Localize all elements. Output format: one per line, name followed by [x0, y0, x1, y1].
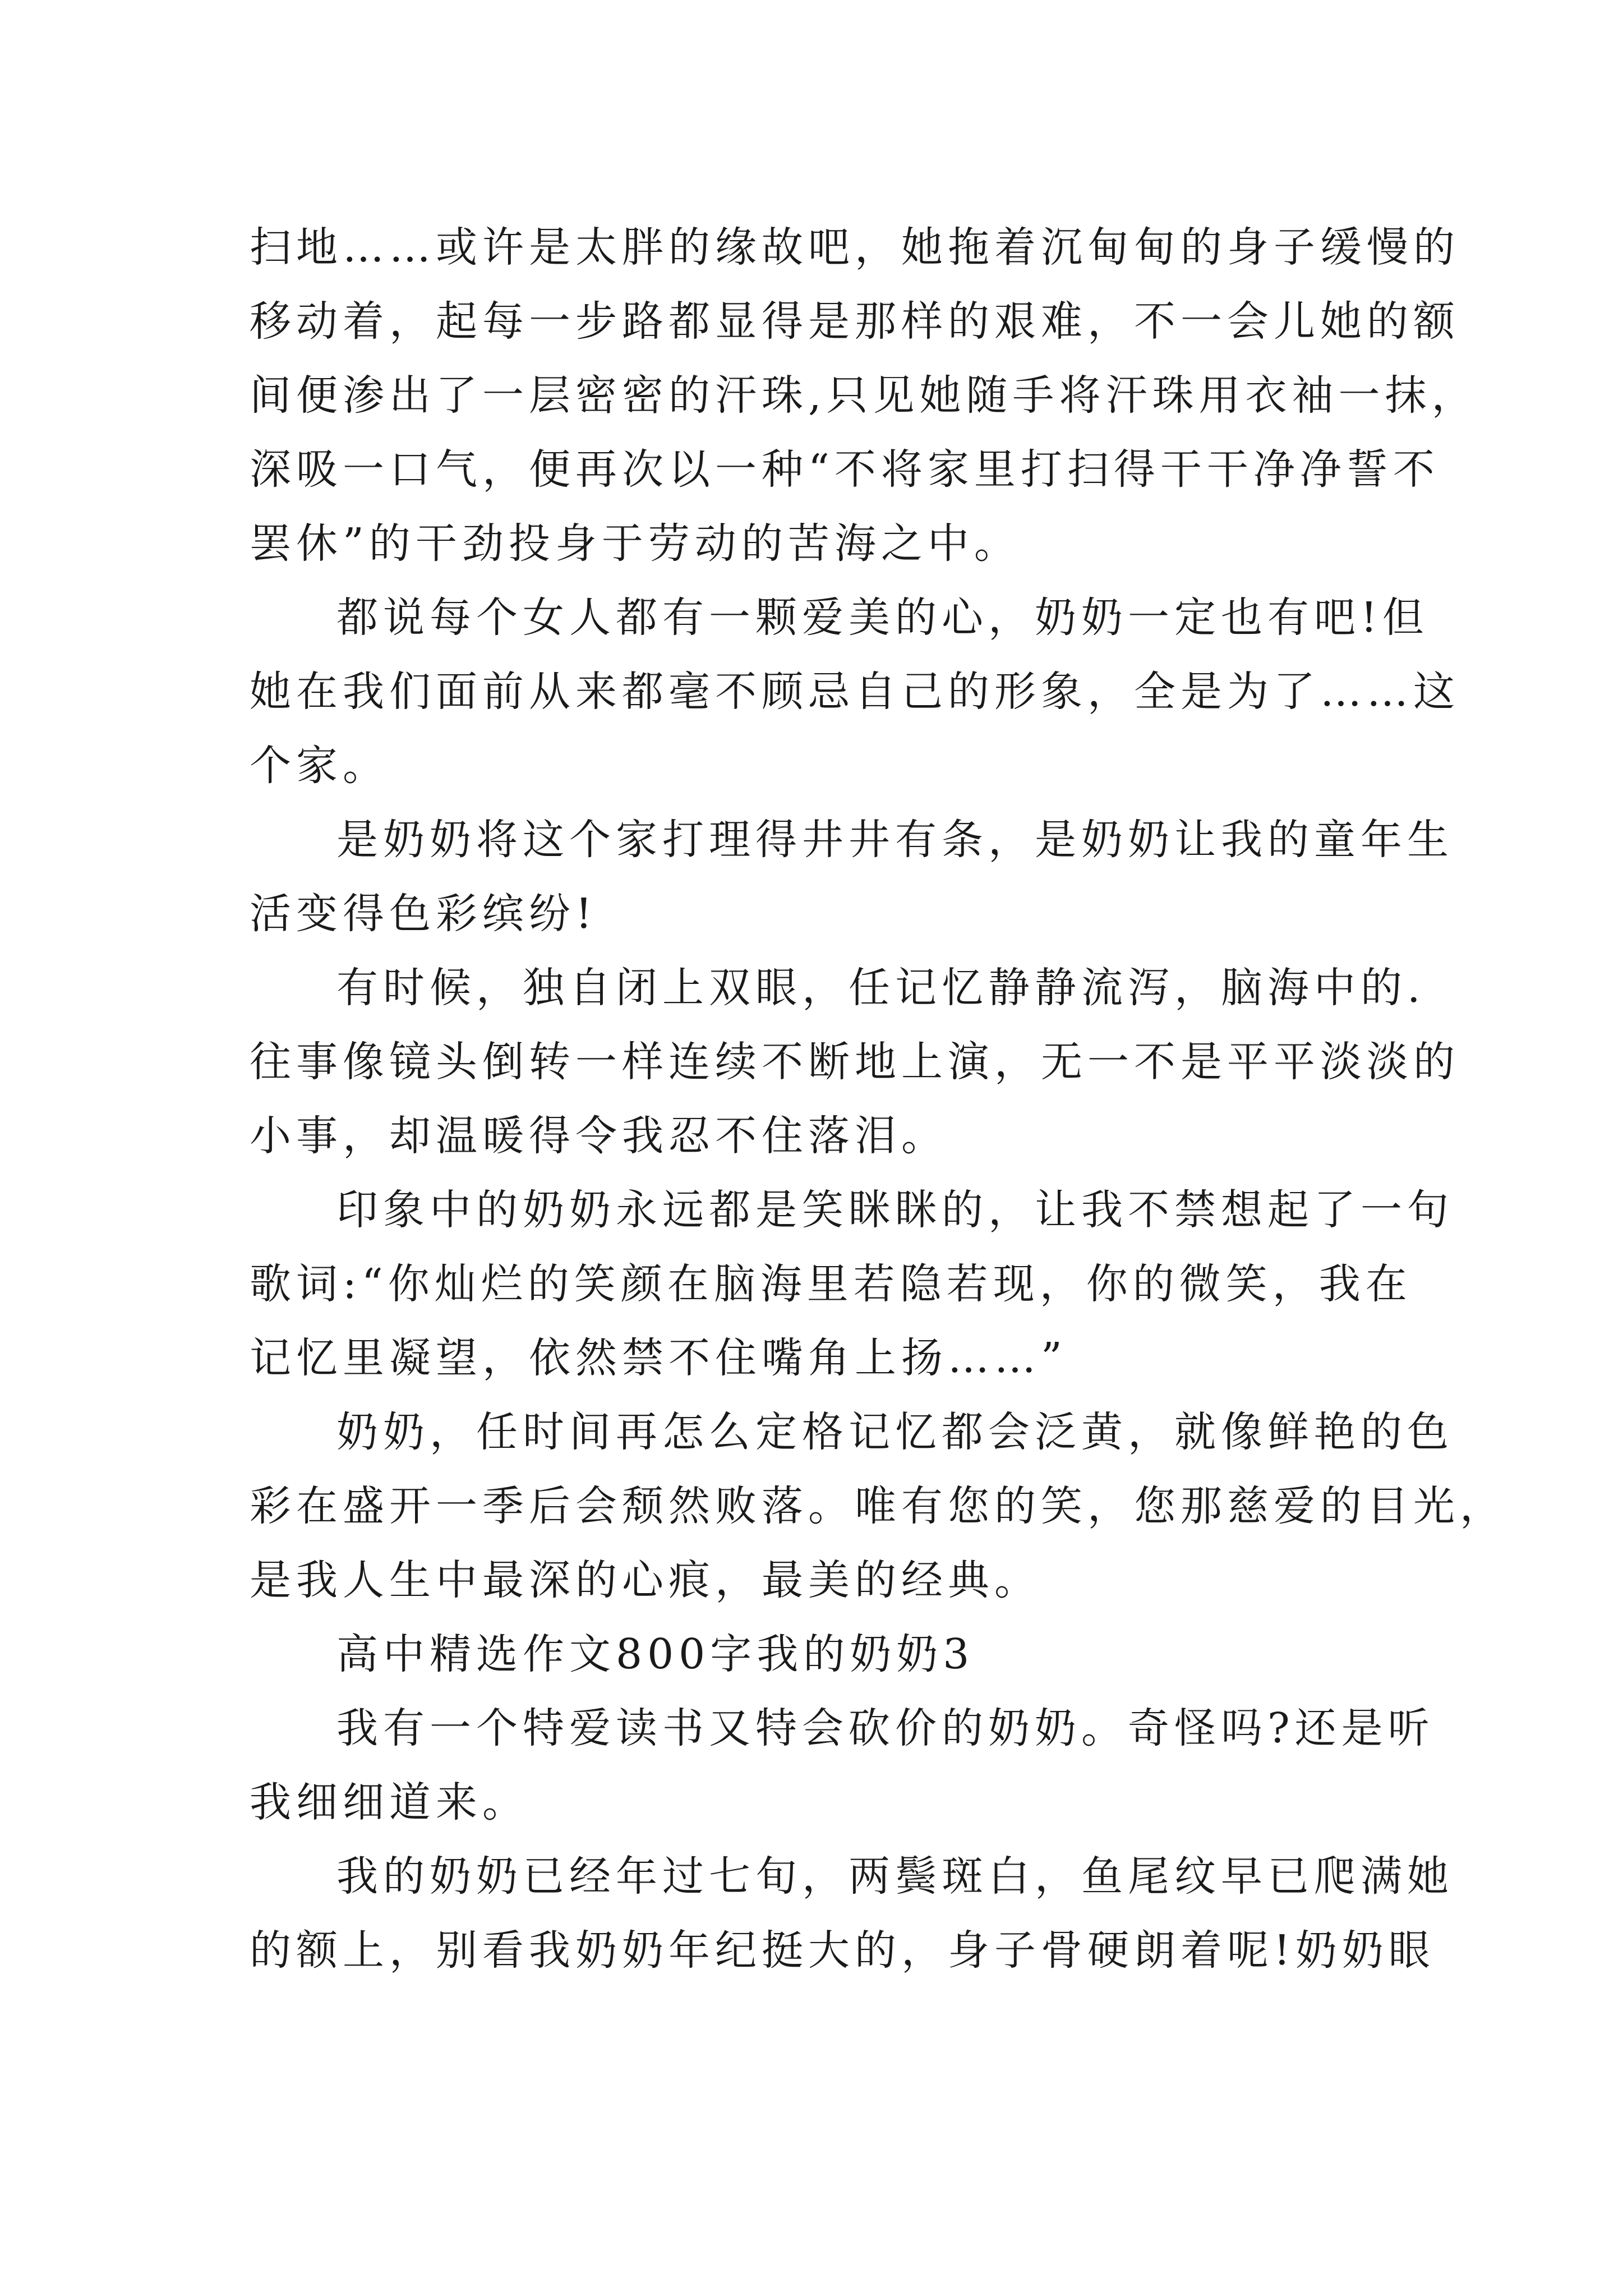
text-line: 记忆里凝望，依然禁不住嘴角上扬……” — [250, 1334, 1067, 1382]
text-line: 小事，却温暖得令我忍不住落泪。 — [250, 1112, 948, 1160]
text-line: 歌词:“你灿烂的笑颜在脑海里若隐若现，你的微笑，我在 — [250, 1260, 1412, 1308]
section-heading: 高中精选作文800字我的奶奶3 — [336, 1630, 975, 1678]
text-line: 是我人生中最深的心痕，最美的经典。 — [250, 1556, 1041, 1604]
text-line: 她在我们面前从来都毫不顾忌自己的形象，全是为了……这 — [250, 668, 1460, 716]
text-line: 个家。 — [250, 742, 389, 790]
text-line: 我细细道来。 — [250, 1778, 529, 1826]
text-line: 罢休”的干劲投身于劳动的苦海之中。 — [250, 519, 1021, 568]
essay-body — [250, 210, 1506, 1987]
paragraph-first-line: 都说每个女人都有一颗爱美的心，奶奶一定也有吧!但 — [336, 593, 1429, 642]
text-line: 扫地……或许是太胖的缘故吧，她拖着沉甸甸的身子缓慢的 — [250, 223, 1460, 272]
paragraph-first-line: 是奶奶将这个家打理得井井有条，是奶奶让我的童年生 — [336, 816, 1454, 864]
paragraph-first-line: 奶奶，任时间再怎么定格记忆都会泛黄，就像鲜艳的色 — [336, 1408, 1454, 1456]
paragraph-first-line: 印象中的奶奶永远都是笑眯眯的，让我不禁想起了一句 — [336, 1186, 1454, 1234]
text-line: 间便渗出了一层密密的汗珠,只见她随手将汗珠用衣袖一抹， — [250, 371, 1478, 420]
text-line: 深吸一口气，便再次以一种“不将家里打扫得干干净净誓不 — [250, 445, 1440, 494]
text-line: 往事像镜头倒转一样连续不断地上演，无一不是平平淡淡的 — [250, 1038, 1460, 1086]
text-line: 活变得色彩缤纷! — [250, 890, 597, 938]
text-line: 移动着，起每一步路都显得是那样的艰难，不一会儿她的额 — [250, 297, 1460, 346]
paragraph-first-line: 有时候，独自闭上双眼，任记忆静静流泻，脑海中的. — [336, 964, 1426, 1012]
text-line: 彩在盛开一季后会颓然败落。唯有您的笑，您那慈爱的目光， — [250, 1482, 1506, 1530]
paragraph-first-line: 我的奶奶已经年过七旬，两鬓斑白，鱼尾纹早已爬满她 — [336, 1852, 1454, 1901]
text-line: 的额上，别看我奶奶年纪挺大的，身子骨硬朗着呢!奶奶眼 — [250, 1926, 1435, 1975]
paragraph-first-line: 我有一个特爱读书又特会砍价的奶奶。奇怪吗?还是听 — [336, 1704, 1435, 1752]
